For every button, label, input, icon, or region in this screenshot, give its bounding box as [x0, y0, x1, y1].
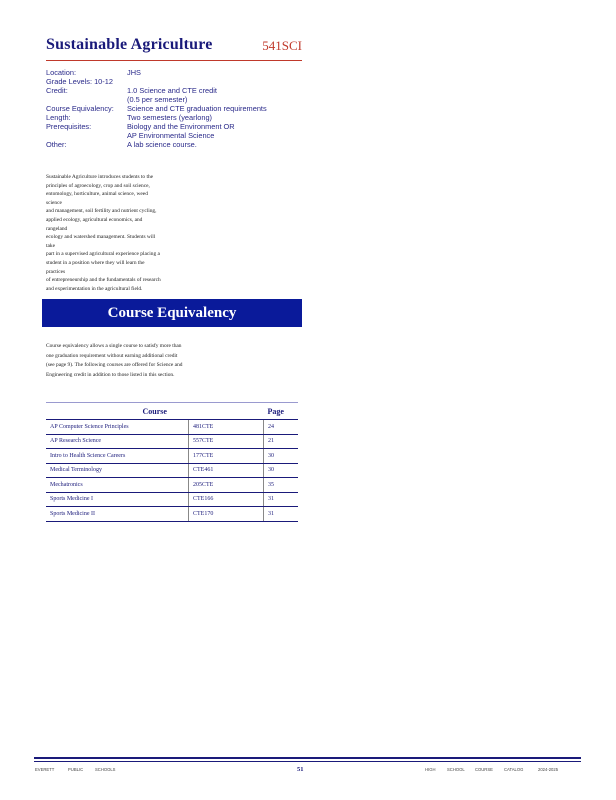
equivalency-description [46, 342, 192, 380]
info-value: Biology and the Environment OR [127, 122, 235, 131]
info-row [46, 86, 306, 95]
description-line: of entrepreneurship and the fundamentals of research [46, 277, 161, 284]
course-name: Medical Terminology [46, 463, 189, 478]
info-row [46, 131, 306, 140]
table-row [46, 449, 298, 464]
info-row [46, 95, 306, 104]
info-label: Other: [46, 140, 67, 149]
course-header [46, 36, 302, 58]
description-line: applied ecology, agricultural economics, and rangeland [46, 216, 143, 232]
course-code-cell: 557CTE [189, 434, 264, 449]
description-line: and management, soil fertility and nutrient cycling, [46, 208, 157, 215]
info-row [46, 122, 306, 131]
info-value: Two semesters (yearlong) [127, 113, 213, 122]
page-column-header: Page [264, 403, 299, 420]
description-line: Sustainable Agriculture introduces students to the [46, 174, 154, 180]
course-code-cell: CTE461 [189, 463, 264, 478]
page-cell: 31 [264, 507, 299, 522]
info-label: Grade Levels: 10-12 [46, 77, 113, 86]
course-code-cell: CTE170 [189, 507, 264, 522]
info-label: Location: [46, 68, 76, 77]
info-value: (0.5 per semester) [127, 95, 188, 104]
info-row [46, 113, 306, 122]
page-cell: 30 [264, 449, 299, 464]
description-line: and experimentation in the agricultural field. [46, 285, 143, 292]
equivalency-line: Course equivalency allows a single course to satisfy more than [46, 343, 182, 349]
course-code-cell: 205CTE [189, 478, 264, 493]
description-line: entomology, horticulture, animal science, weed science [46, 191, 148, 206]
footer-word: SCHOOLS [95, 767, 116, 772]
description-line: ecology and watershed management. Students will take [46, 234, 156, 249]
page-cell: 31 [264, 492, 299, 507]
course-name: Sports Medicine II [46, 507, 189, 522]
footer-word: EVERETT [35, 767, 55, 772]
title-divider [46, 60, 302, 61]
table-header-row [46, 403, 298, 420]
description-line: student in a position where they will learn the practices [46, 259, 145, 275]
info-row [46, 140, 306, 149]
info-label [46, 131, 127, 140]
info-row [46, 77, 306, 86]
course-name: AP Computer Science Principles [46, 420, 189, 435]
table-row [46, 478, 298, 493]
page-number: 51 [297, 766, 304, 773]
equivalency-line: one graduation requirement without earning additional credit [46, 352, 178, 359]
info-value: AP Environmental Science [127, 131, 215, 140]
course-name: Sports Medicine I [46, 492, 189, 507]
table-row [46, 507, 298, 522]
info-value: JHS [127, 68, 141, 77]
info-row [46, 104, 306, 113]
table-row [46, 492, 298, 507]
info-label: Course Equivalency: [46, 104, 114, 113]
page-cell: 30 [264, 463, 299, 478]
info-label: Prerequisites: [46, 122, 92, 131]
info-label [46, 95, 127, 104]
description-line: part in a supervised agricultural experience placing a [46, 251, 160, 258]
course-code-cell: 177CTE [189, 449, 264, 464]
equivalency-line: Engineering credit in addition to those listed in this section. [46, 371, 175, 378]
course-name: AP Research Science [46, 434, 189, 449]
table-row [46, 463, 298, 478]
info-value: Science and CTE graduation requirements [127, 104, 267, 113]
course-info-block [46, 68, 306, 149]
info-label: Credit: [46, 86, 68, 95]
footer-word: SCHOOL [447, 767, 465, 772]
page-cell: 35 [264, 478, 299, 493]
page-cell: 24 [264, 420, 299, 435]
description-line: principles of agroecology, crop and soil science, [46, 182, 150, 189]
footer-rule [34, 757, 581, 759]
table-row [46, 420, 298, 435]
footer-word: COURSE [475, 767, 493, 772]
info-row [46, 68, 306, 77]
course-name: Intro to Health Science Careers [46, 449, 189, 464]
footer-word: 2024-2025 [538, 767, 559, 772]
course-equivalency-banner: Course Equivalency [42, 299, 302, 327]
course-name: Mechatronics [46, 478, 189, 493]
page-cell: 21 [264, 434, 299, 449]
footer-rule [34, 761, 581, 762]
equivalency-table [46, 402, 298, 522]
info-label: Length: [46, 113, 71, 122]
info-value: A lab science course. [127, 140, 197, 149]
course-code-cell: CTE166 [189, 492, 264, 507]
footer-word: CATALOG [504, 767, 524, 772]
course-column-header: Course [46, 403, 264, 420]
table-row [46, 434, 298, 449]
info-value: 1.0 Science and CTE credit [127, 86, 217, 95]
course-title: Sustainable Agriculture [46, 36, 213, 53]
equivalency-line: (see page 9). The following courses are offered for Science and [46, 362, 183, 368]
course-code-cell: 481CTE [189, 420, 264, 435]
footer-word: HIGH [425, 767, 436, 772]
course-code: 541SCI [262, 38, 302, 53]
footer-word: PUBLIC [68, 767, 84, 772]
course-description [46, 173, 164, 293]
